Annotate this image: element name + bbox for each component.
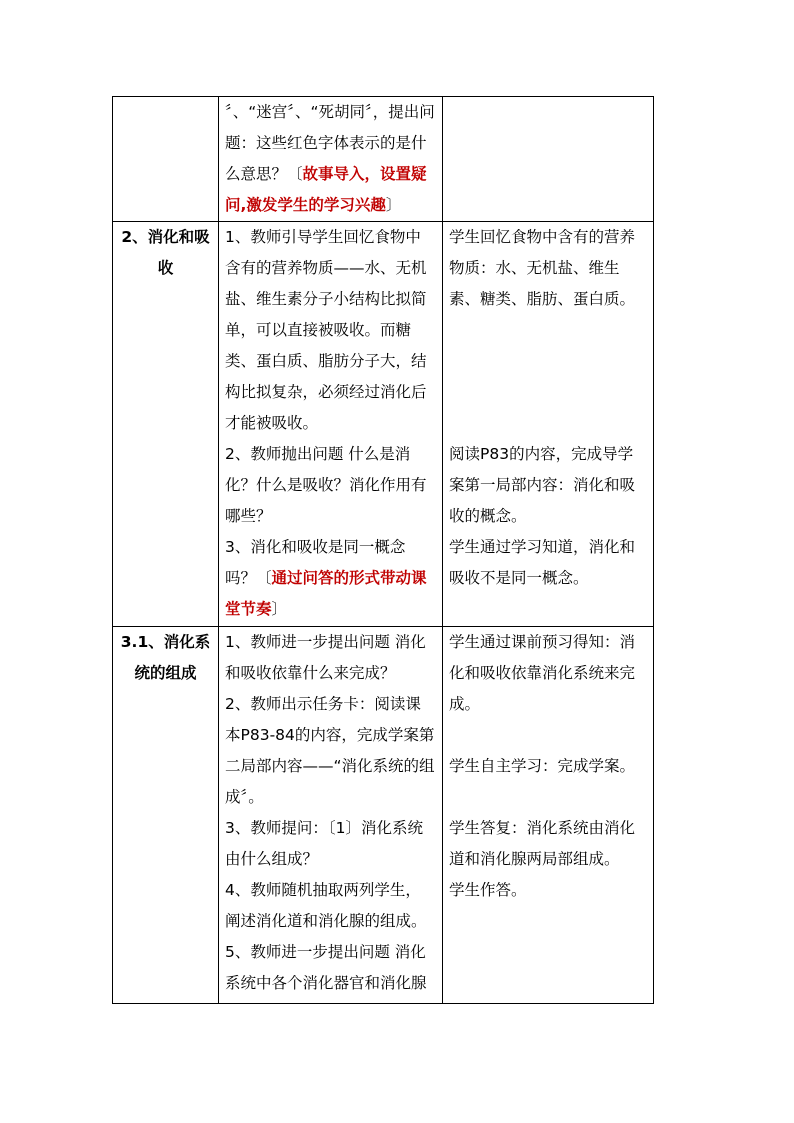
teacher-step: 3、教师提问：〔1〕消化系统由什么组成？ — [225, 819, 423, 868]
spacer — [449, 782, 647, 813]
student-step: 学生作答。 — [449, 881, 527, 899]
student-step: 学生通过课前预习得知：消化和吸收依靠消化系统来完成。 — [449, 633, 636, 713]
student-step: 学生回忆食物中含有的营养物质：水、无机盐、维生素、糖类、脂肪、蛋白质。 — [449, 228, 636, 308]
teacher-text-close: 〕 — [385, 196, 402, 214]
lesson-plan-table — [112, 96, 654, 1004]
stage-cell: 2、消化和吸收 — [113, 222, 219, 627]
design-intent-note: 故事导入，设置疑问,激发学生的学习兴趣 — [225, 165, 427, 214]
teacher-activity-cell — [219, 97, 443, 222]
teacher-step: 2、教师抛出问题 什么是消化？什么是吸收？消化作用有哪些？ — [225, 445, 427, 525]
spacer — [449, 315, 647, 346]
teacher-step: 1、教师进一步提出问题 消化和吸收依靠什么来完成？ — [225, 633, 426, 682]
teacher-step: 5、教师进一步提出问题 消化系统中各个消化器官和消化腺 — [225, 943, 427, 992]
teacher-activity-cell — [219, 222, 443, 627]
stage-cell: 3.1、消化系统的组成 — [113, 627, 219, 1004]
spacer — [449, 377, 647, 408]
design-intent-note: 通过问答的形式带动课堂节奏 — [225, 569, 427, 618]
teacher-activity-cell — [219, 627, 443, 1004]
student-activity-cell — [443, 97, 654, 222]
teacher-step: 4、教师随机抽取两列学生，阐述消化道和消化腺的组成。 — [225, 881, 427, 930]
teacher-step — [225, 532, 436, 625]
teacher-step-text: 3、消化和吸收是同一概念吗？ — [225, 538, 406, 587]
student-activity-cell — [443, 222, 654, 627]
student-step: 学生通过学习知道，消化和吸收不是同一概念。 — [449, 538, 636, 587]
table-row — [113, 97, 654, 222]
student-step: 学生答复：消化系统由消化道和消化腺两局部组成。 — [449, 819, 636, 868]
table-row — [113, 222, 654, 627]
teacher-step: 2、教师出示任务卡：阅读课本P83-84的内容，完成学案第二局部内容——“消化系统的组成〞。 — [225, 695, 435, 806]
spacer — [449, 408, 647, 439]
spacer — [449, 346, 647, 377]
teacher-text: 〞、“迷宫〞、“死胡同〞，提出问题：这些红色字体表示的是什么意思？〔 — [225, 103, 435, 183]
stage-cell — [113, 97, 219, 222]
student-activity-cell — [443, 627, 654, 1004]
spacer — [449, 720, 647, 751]
note-open: 〔 — [256, 569, 272, 587]
note-close: 〕 — [271, 600, 288, 618]
table-row — [113, 627, 654, 1004]
student-step: 学生自主学习：完成学案。 — [449, 757, 636, 775]
student-step: 阅读P83的内容，完成导学案第一局部内容：消化和吸收的概念。 — [449, 445, 636, 525]
teacher-step: 1、教师引导学生回忆食物中含有的营养物质——水、无机盐、维生素分子小结构比拟简单，可以直接被吸收。而糖类、蛋白质、脂肪分子大，结构比拟复杂，必须经过消化后才能被吸收。 — [225, 228, 427, 432]
